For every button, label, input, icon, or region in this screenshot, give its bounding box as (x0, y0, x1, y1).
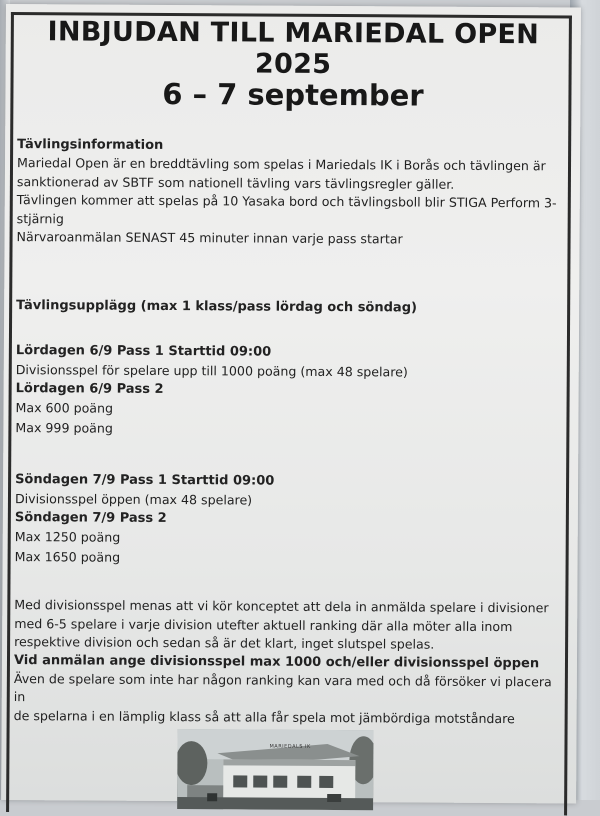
explanation-line: respektive division och sedan så är det klart, inget slutspel spelas. (14, 634, 435, 652)
saturday-pass1-line: Divisionsspel för spelare upp till 1000 poäng (max 48 spelare) (15, 362, 408, 380)
club-building-photo (177, 729, 373, 810)
sunday-pass2-line: Max 1650 poäng (14, 549, 121, 565)
saturday-pass2-line: Max 999 poäng (15, 420, 113, 436)
registration-note: Vid anmälan ange divisionsspel max 1000 och/eller divisionsspel öppen (13, 652, 540, 671)
sunday-pass2-line: Max 1250 poäng (14, 529, 121, 545)
format-section (16, 297, 566, 318)
info-section (17, 136, 568, 250)
format-heading: Tävlingsupplägg (max 1 klass/pass lördag och söndag) (16, 298, 418, 316)
saturday-pass2-heading: Lördagen 6/9 Pass 2 (15, 381, 164, 397)
event-dates: 6 – 7 september (162, 76, 424, 113)
explanation-line: med 6-5 spelare i varje division utefter aktuell ranking där alla möter alla inom (14, 615, 513, 634)
explanation-line: Med divisionsspel menas att vi kör konceptet att dela in anmälda spelare i divisioner (14, 597, 549, 616)
sunday-pass2-heading: Söndagen 7/9 Pass 2 (14, 510, 167, 526)
sunday-pass1-heading: Söndagen 7/9 Pass 1 Starttid 09:00 (15, 472, 275, 489)
saturday-pass1-heading: Lördagen 6/9 Pass 1 Starttid 09:00 (15, 343, 272, 360)
info-line: Närvaroanmälan SENAST 45 minuter innan varje pass startar (16, 229, 403, 247)
explanation-section (14, 596, 565, 728)
closing-line: de spelarna i en lämplig klass så att alla får spela mot jämbördiga motståndare (13, 707, 515, 726)
info-line: sanktionerad av SBTF som nationell tävling vars tävlingsregler gäller. (16, 173, 455, 192)
sunday-pass1-line: Divisionsspel öppen (max 48 spelare) (14, 491, 253, 508)
info-line: Mariedal Open är en breddtävling som spelas i Mariedals IK i Borås och tävlingen är (16, 155, 546, 174)
sunday-section (15, 471, 566, 570)
info-heading: Tävlingsinformation (17, 137, 164, 153)
closing-line: Även de spelare som inte har någon ranking kan vara med och då försöker vi placera in (13, 670, 552, 705)
poster-sheet (1, 4, 581, 803)
info-line: Tävlingen kommer att spelas på 10 Yasaka bord och tävlingsboll blir STIGA Perform 3- (16, 192, 557, 211)
info-line: stjärnig (16, 210, 64, 226)
poster-title: INBJUDAN TILL MARIEDAL OPEN 2025 (47, 16, 540, 80)
club-sign: MARIEDALS IK (269, 743, 311, 750)
club-building-illustration (177, 729, 373, 810)
saturday-section (15, 342, 566, 441)
saturday-pass2-line: Max 600 poäng (15, 400, 114, 416)
